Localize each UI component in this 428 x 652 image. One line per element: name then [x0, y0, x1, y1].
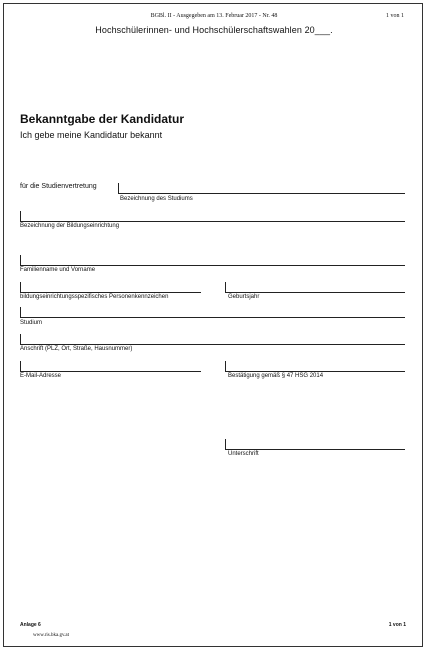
- studium-bezeichnung-label: Bezeichnung des Studiums: [120, 196, 193, 202]
- name-label: Familienname und Vorname: [20, 267, 96, 273]
- email-field[interactable]: [20, 371, 201, 372]
- form-intro: Ich gebe meine Kandidatur bekannt: [20, 130, 163, 140]
- page-border: [3, 3, 423, 647]
- gazette-header: BGBl. II - Ausgegeben am 13. Februar 2017 - Nr. 48: [150, 13, 278, 19]
- personenkennzeichen-label: bildungseinrichtungsspezifisches Personenkennzeichen: [20, 294, 169, 300]
- bestaetigung-field[interactable]: [225, 371, 405, 372]
- studienvertretung-prefix: für die Studienvertretung: [20, 183, 97, 190]
- anschrift-label: Anschrift (PLZ, Ort, Straße, Hausnummer): [20, 346, 133, 352]
- geburtsjahr-field[interactable]: [225, 292, 405, 293]
- header-page-number: 1 von 1: [386, 13, 404, 19]
- studium-field[interactable]: [20, 317, 405, 318]
- email-label: E-Mail-Adresse: [20, 373, 62, 379]
- footer-page-number: 1 von 1: [388, 622, 406, 628]
- form-title: Bekanntgabe der Kandidatur: [20, 112, 185, 126]
- bestaetigung-label: Bestätigung gemäß § 47 HSG 2014: [228, 373, 324, 379]
- footer-url: www.ris.bka.gv.at: [33, 633, 70, 638]
- bildungseinrichtung-field[interactable]: [20, 221, 405, 222]
- election-subtitle: Hochschülerinnen- und Hochschülerschaftswahlen 20___.: [95, 25, 333, 35]
- unterschrift-label: Unterschrift: [228, 451, 259, 457]
- anschrift-field[interactable]: [20, 344, 405, 345]
- geburtsjahr-label: Geburtsjahr: [228, 294, 260, 300]
- studium-bezeichnung-field[interactable]: [118, 193, 405, 194]
- name-field[interactable]: [20, 265, 405, 266]
- bildungseinrichtung-label: Bezeichnung der Bildungseinrichtung: [20, 223, 120, 229]
- unterschrift-field[interactable]: [225, 449, 405, 450]
- personenkennzeichen-field[interactable]: [20, 292, 201, 293]
- footer-annex-label: Anlage 6: [20, 622, 41, 628]
- studium-label: Studium: [20, 320, 43, 326]
